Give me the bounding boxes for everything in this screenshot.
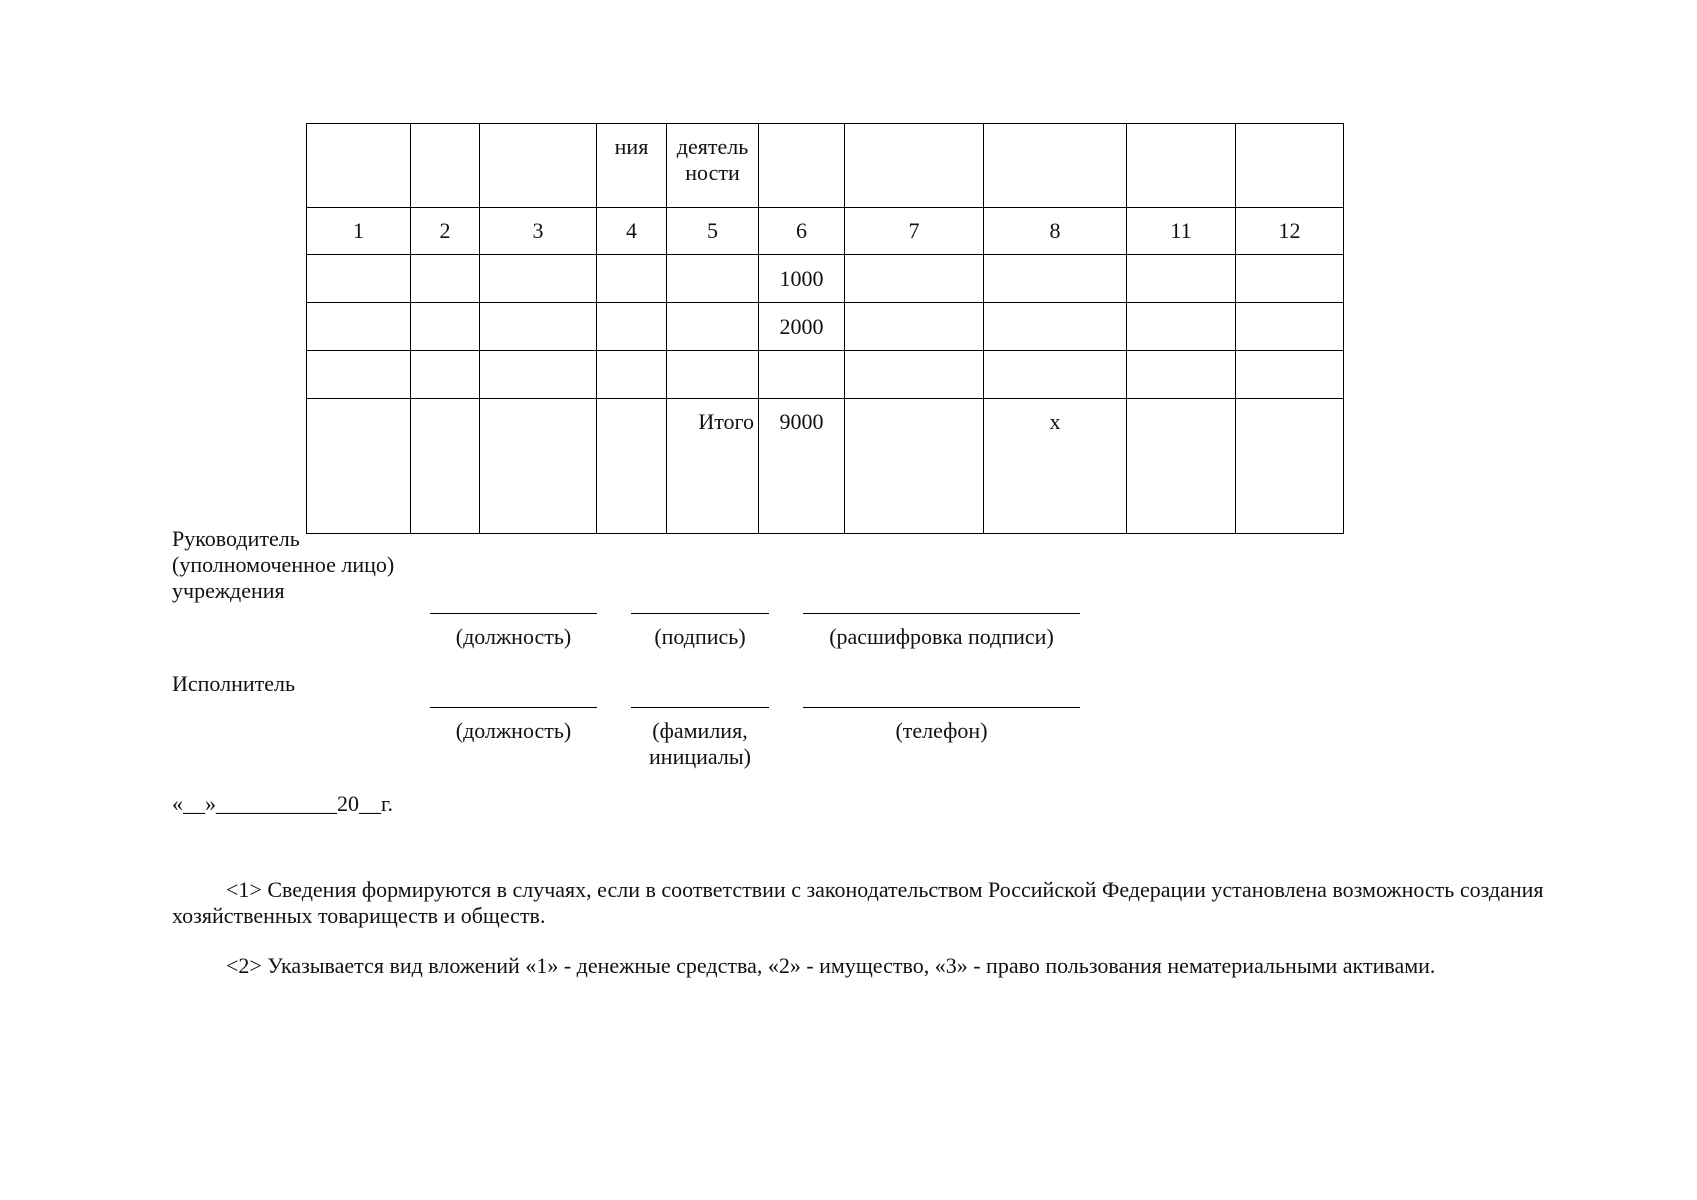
table-cell (480, 399, 597, 534)
executor-name-line (631, 707, 769, 708)
header-cell (984, 124, 1127, 208)
footnote-1 (172, 877, 1612, 929)
table-row (307, 351, 1344, 399)
table-cell-amount: 1000 (759, 255, 845, 303)
table-cell (411, 351, 480, 399)
table-cell (307, 351, 411, 399)
table-cell (597, 303, 667, 351)
header-cell (1127, 124, 1236, 208)
table-cell (845, 303, 984, 351)
table-cell (597, 351, 667, 399)
head-label-line3: учреждения (172, 578, 285, 603)
table-cell (480, 303, 597, 351)
table-cell (307, 399, 411, 534)
table-cell (984, 303, 1127, 351)
table-cell (597, 399, 667, 534)
footnote-2 (172, 953, 1612, 979)
head-label-line2: (уполномоченное лицо) (172, 552, 395, 577)
table-cell (984, 255, 1127, 303)
column-number: 11 (1127, 208, 1236, 255)
total-label: Итого (667, 399, 759, 534)
table-cell (480, 351, 597, 399)
total-row (307, 399, 1344, 534)
table-cell-amount: 2000 (759, 303, 845, 351)
table-cell (411, 399, 480, 534)
table-cell (480, 255, 597, 303)
table-cell (667, 303, 759, 351)
head-signature-decode-line (803, 613, 1080, 614)
table-cell (845, 351, 984, 399)
table-cell (667, 255, 759, 303)
table-cell (307, 255, 411, 303)
header-cell (845, 124, 984, 208)
column-number: 5 (667, 208, 759, 255)
table-cell (411, 255, 480, 303)
header-cell (411, 124, 480, 208)
column-number: 6 (759, 208, 845, 255)
table-cell (667, 351, 759, 399)
executor-name-caption: (фамилия, инициалы) (649, 718, 751, 769)
column-number: 4 (597, 208, 667, 255)
table-cell (1127, 303, 1236, 351)
table-cell (1236, 351, 1344, 399)
table-cell (1236, 255, 1344, 303)
executor-label: Исполнитель (172, 671, 296, 696)
executor-phone-caption: (телефон) (895, 718, 988, 743)
table-cell (1236, 303, 1344, 351)
table-cell (1127, 399, 1236, 534)
head-position-caption: (должность) (455, 624, 572, 649)
table-cell (1127, 255, 1236, 303)
table-cell (1236, 399, 1344, 534)
column-number: 3 (480, 208, 597, 255)
column-number: 2 (411, 208, 480, 255)
header-cell (480, 124, 597, 208)
table-cell (984, 351, 1127, 399)
table-cell (411, 303, 480, 351)
table-cell (845, 255, 984, 303)
header-cell: деятель ности (667, 124, 759, 208)
executor-phone-line (803, 707, 1080, 708)
table-cell (759, 351, 845, 399)
head-signature-caption: (подпись) (654, 624, 746, 649)
table-header-row (307, 124, 1344, 208)
table-cell (1127, 351, 1236, 399)
column-number: 8 (984, 208, 1127, 255)
head-signature-line (631, 613, 769, 614)
column-number: 12 (1236, 208, 1344, 255)
table-row (307, 303, 1344, 351)
table-cell (307, 303, 411, 351)
table-row (307, 255, 1344, 303)
column-number-row (307, 208, 1344, 255)
total-value: 9000 (759, 399, 845, 534)
column-number: 1 (307, 208, 411, 255)
column-number: 7 (845, 208, 984, 255)
total-col8-mark: х (984, 399, 1127, 534)
date-line: «__»___________20__г. (172, 791, 394, 816)
footnote-2-text: <2> Указывается вид вложений «1» - денежные средства, «2» - имущество, «3» - право пользования нематериальными активами. (226, 953, 1436, 978)
table-cell (845, 399, 984, 534)
executor-position-caption: (должность) (455, 718, 572, 743)
header-cell: ния (597, 124, 667, 208)
executor-position-line (430, 707, 597, 708)
header-cell (307, 124, 411, 208)
investment-table (306, 123, 1344, 534)
table-cell (597, 255, 667, 303)
head-position-line (430, 613, 597, 614)
head-label-line1: Руководитель (172, 526, 300, 551)
header-cell (759, 124, 845, 208)
head-signature-decode-caption: (расшифровка подписи) (829, 624, 1054, 649)
header-cell (1236, 124, 1344, 208)
footnote-1-text: <1> Сведения формируются в случаях, если в соответствии с законодательством Российской Федерации установлена возможность создания хозяйственных товариществ и обществ. (172, 877, 1544, 928)
